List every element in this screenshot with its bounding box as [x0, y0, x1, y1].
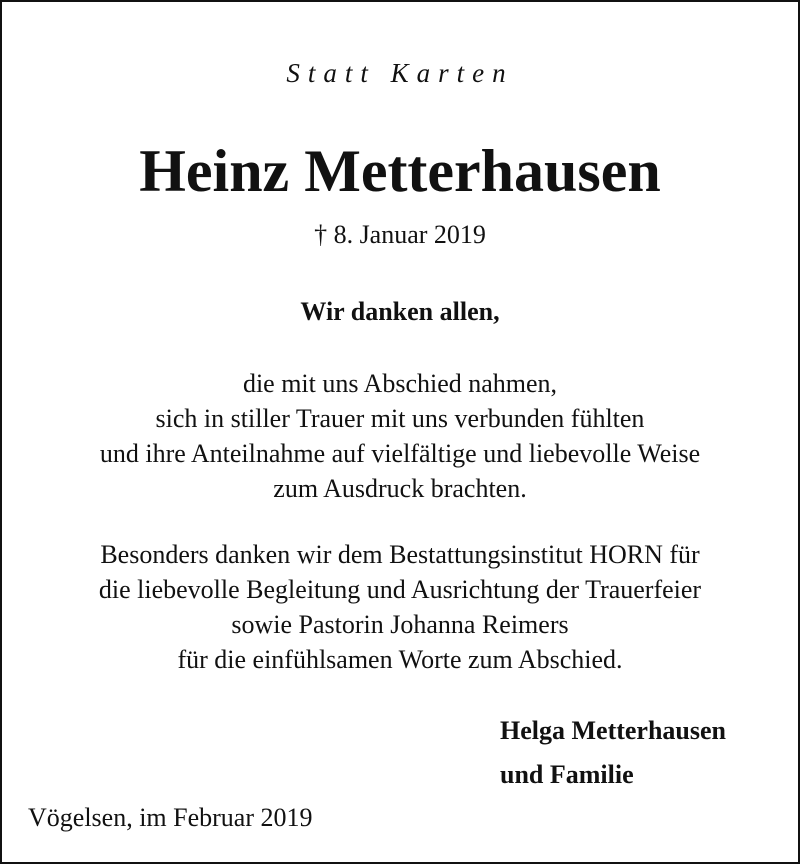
pre-title: Statt Karten	[286, 58, 514, 88]
place-date: Vögelsen, im Februar 2019	[28, 803, 313, 832]
paragraph-line: sowie Pastorin Johanna Reimers	[231, 610, 569, 639]
paragraph-line: die mit uns Abschied nahmen,	[242, 369, 558, 398]
paragraph-line: zum Ausdruck brachten.	[273, 474, 527, 503]
thanks-heading: Wir danken allen,	[300, 297, 500, 326]
paragraph-line: Besonders danken wir dem Bestattungsinstitut HORN für	[100, 540, 700, 569]
signer-family: und Familie	[500, 760, 634, 789]
signer-name: Helga Metterhausen	[500, 716, 727, 745]
thanks-paragraph	[0, 366, 800, 506]
death-date: † 8. Januar 2019	[314, 220, 486, 249]
special-thanks-paragraph	[0, 537, 800, 677]
paragraph-line: sich in stiller Trauer mit uns verbunden fühlten	[155, 404, 645, 433]
paragraph-line: für die einfühlsamen Worte zum Abschied.	[177, 645, 623, 674]
paragraph-line: die liebevolle Begleitung und Ausrichtung der Trauerfeier	[98, 575, 702, 604]
deceased-name: Heinz Metterhausen	[139, 138, 661, 204]
paragraph-line: und ihre Anteilnahme auf vielfältige und liebevolle Weise	[99, 439, 701, 468]
